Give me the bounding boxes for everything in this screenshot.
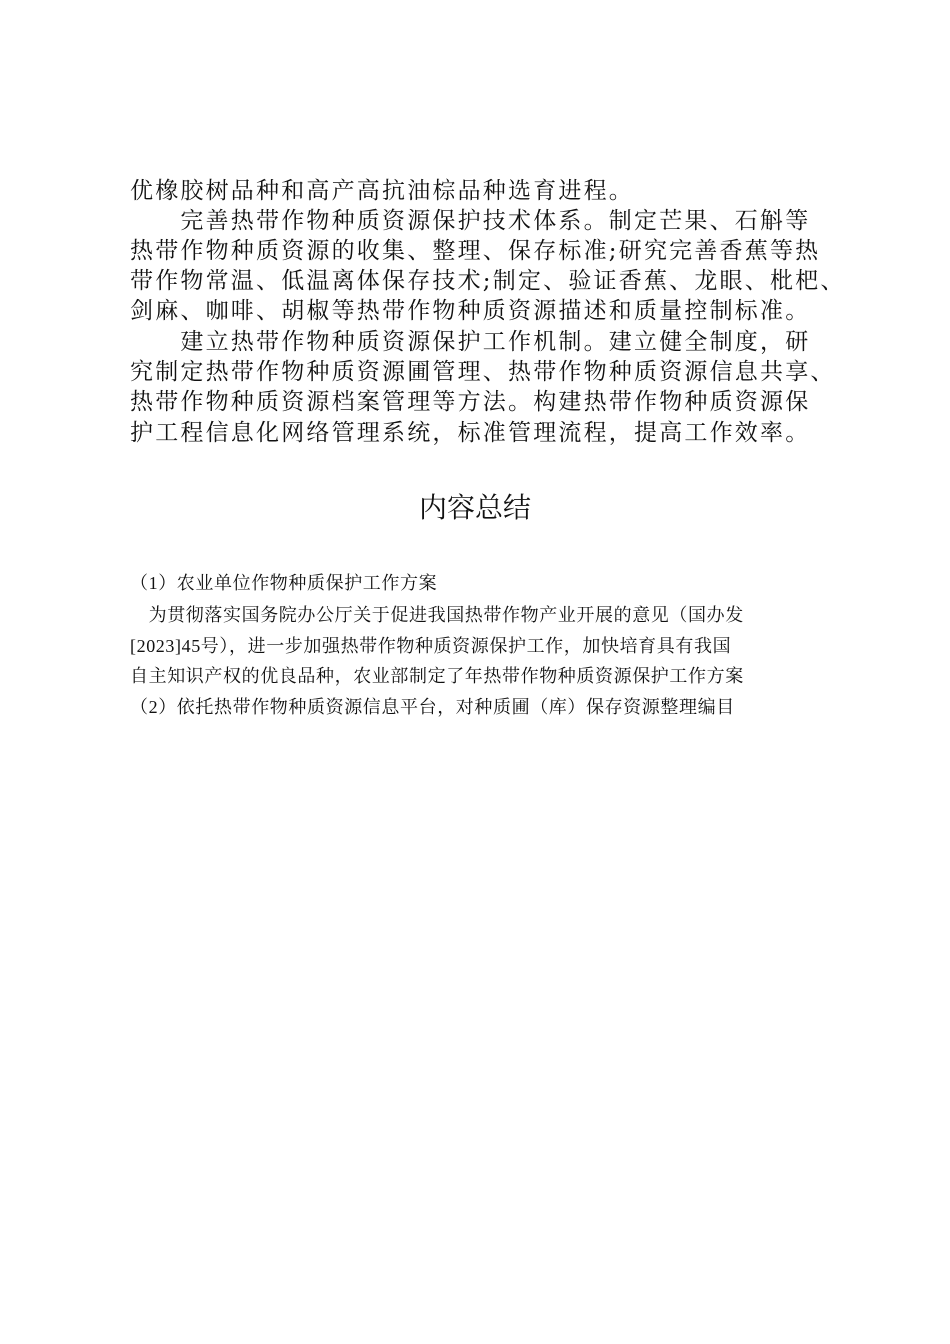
body-line: 完善热带作物种质资源保护技术体系。制定芒果、石斛等 <box>130 208 811 234</box>
summary-heading: 内容总结 <box>418 491 531 524</box>
summary-line: （2）依托热带作物种质资源信息平台，对种质圃（库）保存资源整理编目 <box>130 697 735 717</box>
summary-line: 自主知识产权的优良品种，农业部制定了年热带作物种质资源保护工作方案 <box>130 666 744 686</box>
body-line: 护工程信息化网络管理系统，标准管理流程，提高工作效率。 <box>130 420 811 446</box>
body-line: 剑麻、咖啡、胡椒等热带作物种质资源描述和质量控制标准。 <box>130 298 811 324</box>
body-line: 优橡胶树品种和高产高抗油棕品种选育进程。 <box>130 178 634 204</box>
summary-line: 为贯彻落实国务院办公厅关于促进我国热带作物产业开展的意见（国办发 <box>130 605 744 625</box>
summary-line: [2023]45号），进一步加强热带作物种质资源保护工作，加快培育具有我国 <box>130 636 732 656</box>
body-line: 建立热带作物种质资源保护工作机制。建立健全制度，研 <box>130 329 811 355</box>
body-line: 究制定热带作物种质资源圃管理、热带作物种质资源信息共享、 <box>130 359 836 385</box>
body-line: 热带作物种质资源档案管理等方法。构建热带作物种质资源保 <box>130 389 811 415</box>
body-line: 带作物常温、低温离体保存技术;制定、验证香蕉、龙眼、枇杷、 <box>130 268 846 294</box>
body-line: 热带作物种质资源的收集、整理、保存标准;研究完善香蕉等热 <box>130 238 821 264</box>
summary-line: （1）农业单位作物种质保护工作方案 <box>130 573 438 593</box>
